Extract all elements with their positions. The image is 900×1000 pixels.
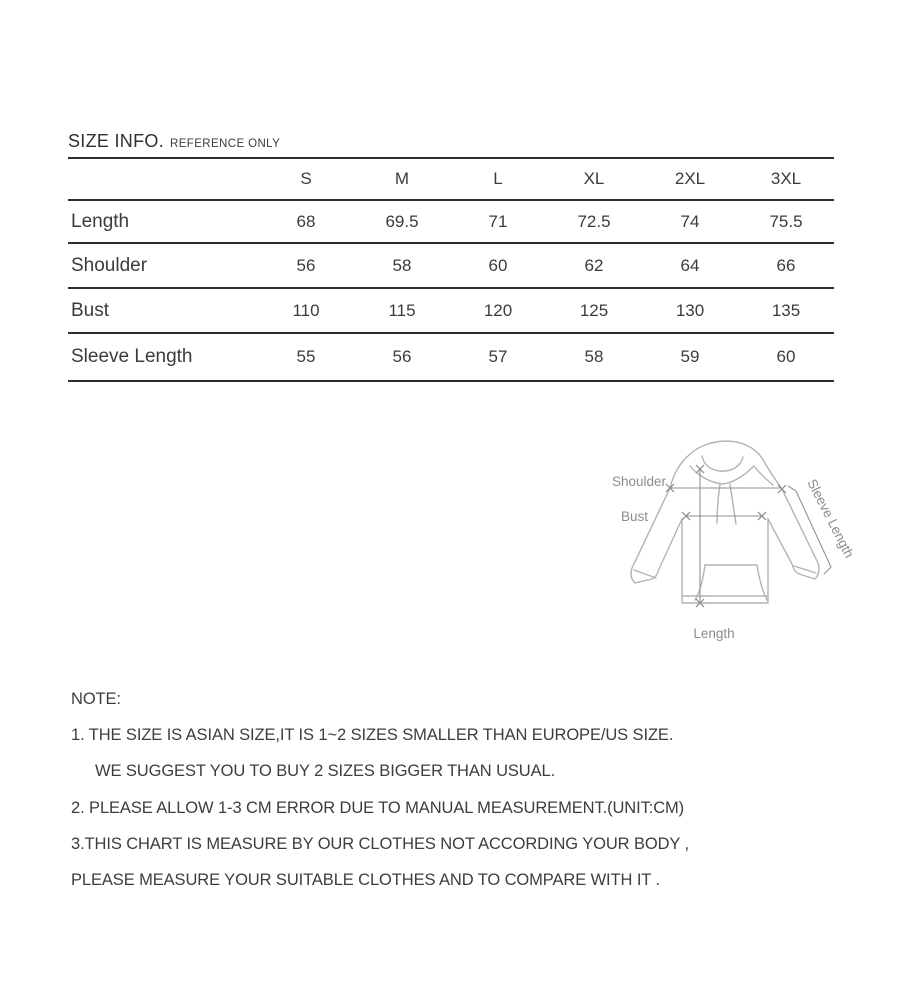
size-col-header: XL [546,158,642,200]
notes-section [71,681,851,898]
hoodie-measurement-diagram [580,438,890,650]
cell: 125 [546,288,642,333]
cell: 60 [450,243,546,288]
cell: 56 [354,333,450,381]
cell: 58 [546,333,642,381]
page-header [68,131,280,152]
notes-heading: NOTE: [71,690,121,708]
size-table-corner-cell [68,158,258,200]
row-label: Bust [68,288,258,333]
cell: 115 [354,288,450,333]
cell: 110 [258,288,354,333]
row-label: Shoulder [68,243,258,288]
cell: 55 [258,333,354,381]
size-col-header: 3XL [738,158,834,200]
length-label: Length [693,626,735,641]
cell: 68 [258,200,354,243]
note-line: WE SUGGEST YOU TO BUY 2 SIZES BIGGER THAN USUAL. [95,762,556,781]
cell: 75.5 [738,200,834,243]
page-title: SIZE INFO. [68,131,165,151]
cell: 69.5 [354,200,450,243]
size-col-header: 2XL [642,158,738,200]
cell: 135 [738,288,834,333]
page-subtitle: REFERENCE ONLY [170,138,281,150]
cell: 62 [546,243,642,288]
cell: 120 [450,288,546,333]
hoodie-diagram-icon [580,438,890,650]
shoulder-label: Shoulder [611,474,666,489]
table-row-bust [68,288,834,333]
size-table-header-row [68,158,834,200]
cell: 59 [642,333,738,381]
size-table [68,157,834,382]
size-col-header: L [450,158,546,200]
table-row-sleeve-length [68,333,834,381]
table-row-length [68,200,834,243]
cell: 74 [642,200,738,243]
size-col-header: S [258,158,354,200]
size-col-header: M [354,158,450,200]
cell: 57 [450,333,546,381]
bust-label: Bust [620,509,648,524]
note-line: PLEASE MEASURE YOUR SUITABLE CLOTHES AND TO COMPARE WITH IT . [71,871,660,890]
table-row-shoulder [68,243,834,288]
sleeve-length-label: Sleeve Length [804,476,857,561]
note-line: 2. PLEASE ALLOW 1-3 CM ERROR DUE TO MANUAL MEASUREMENT.(UNIT:CM) [71,798,685,817]
row-label: Sleeve Length [68,333,258,381]
cell: 72.5 [546,200,642,243]
note-line: 3.THIS CHART IS MEASURE BY OUR CLOTHES NOT ACCORDING YOUR BODY , [71,834,689,853]
cell: 66 [738,243,834,288]
row-label: Length [68,200,258,243]
cell: 60 [738,333,834,381]
cell: 56 [258,243,354,288]
note-line: 1. THE SIZE IS ASIAN SIZE,IT IS 1~2 SIZES SMALLER THAN EUROPE/US SIZE. [71,726,674,745]
cell: 130 [642,288,738,333]
cell: 71 [450,200,546,243]
cell: 64 [642,243,738,288]
cell: 58 [354,243,450,288]
